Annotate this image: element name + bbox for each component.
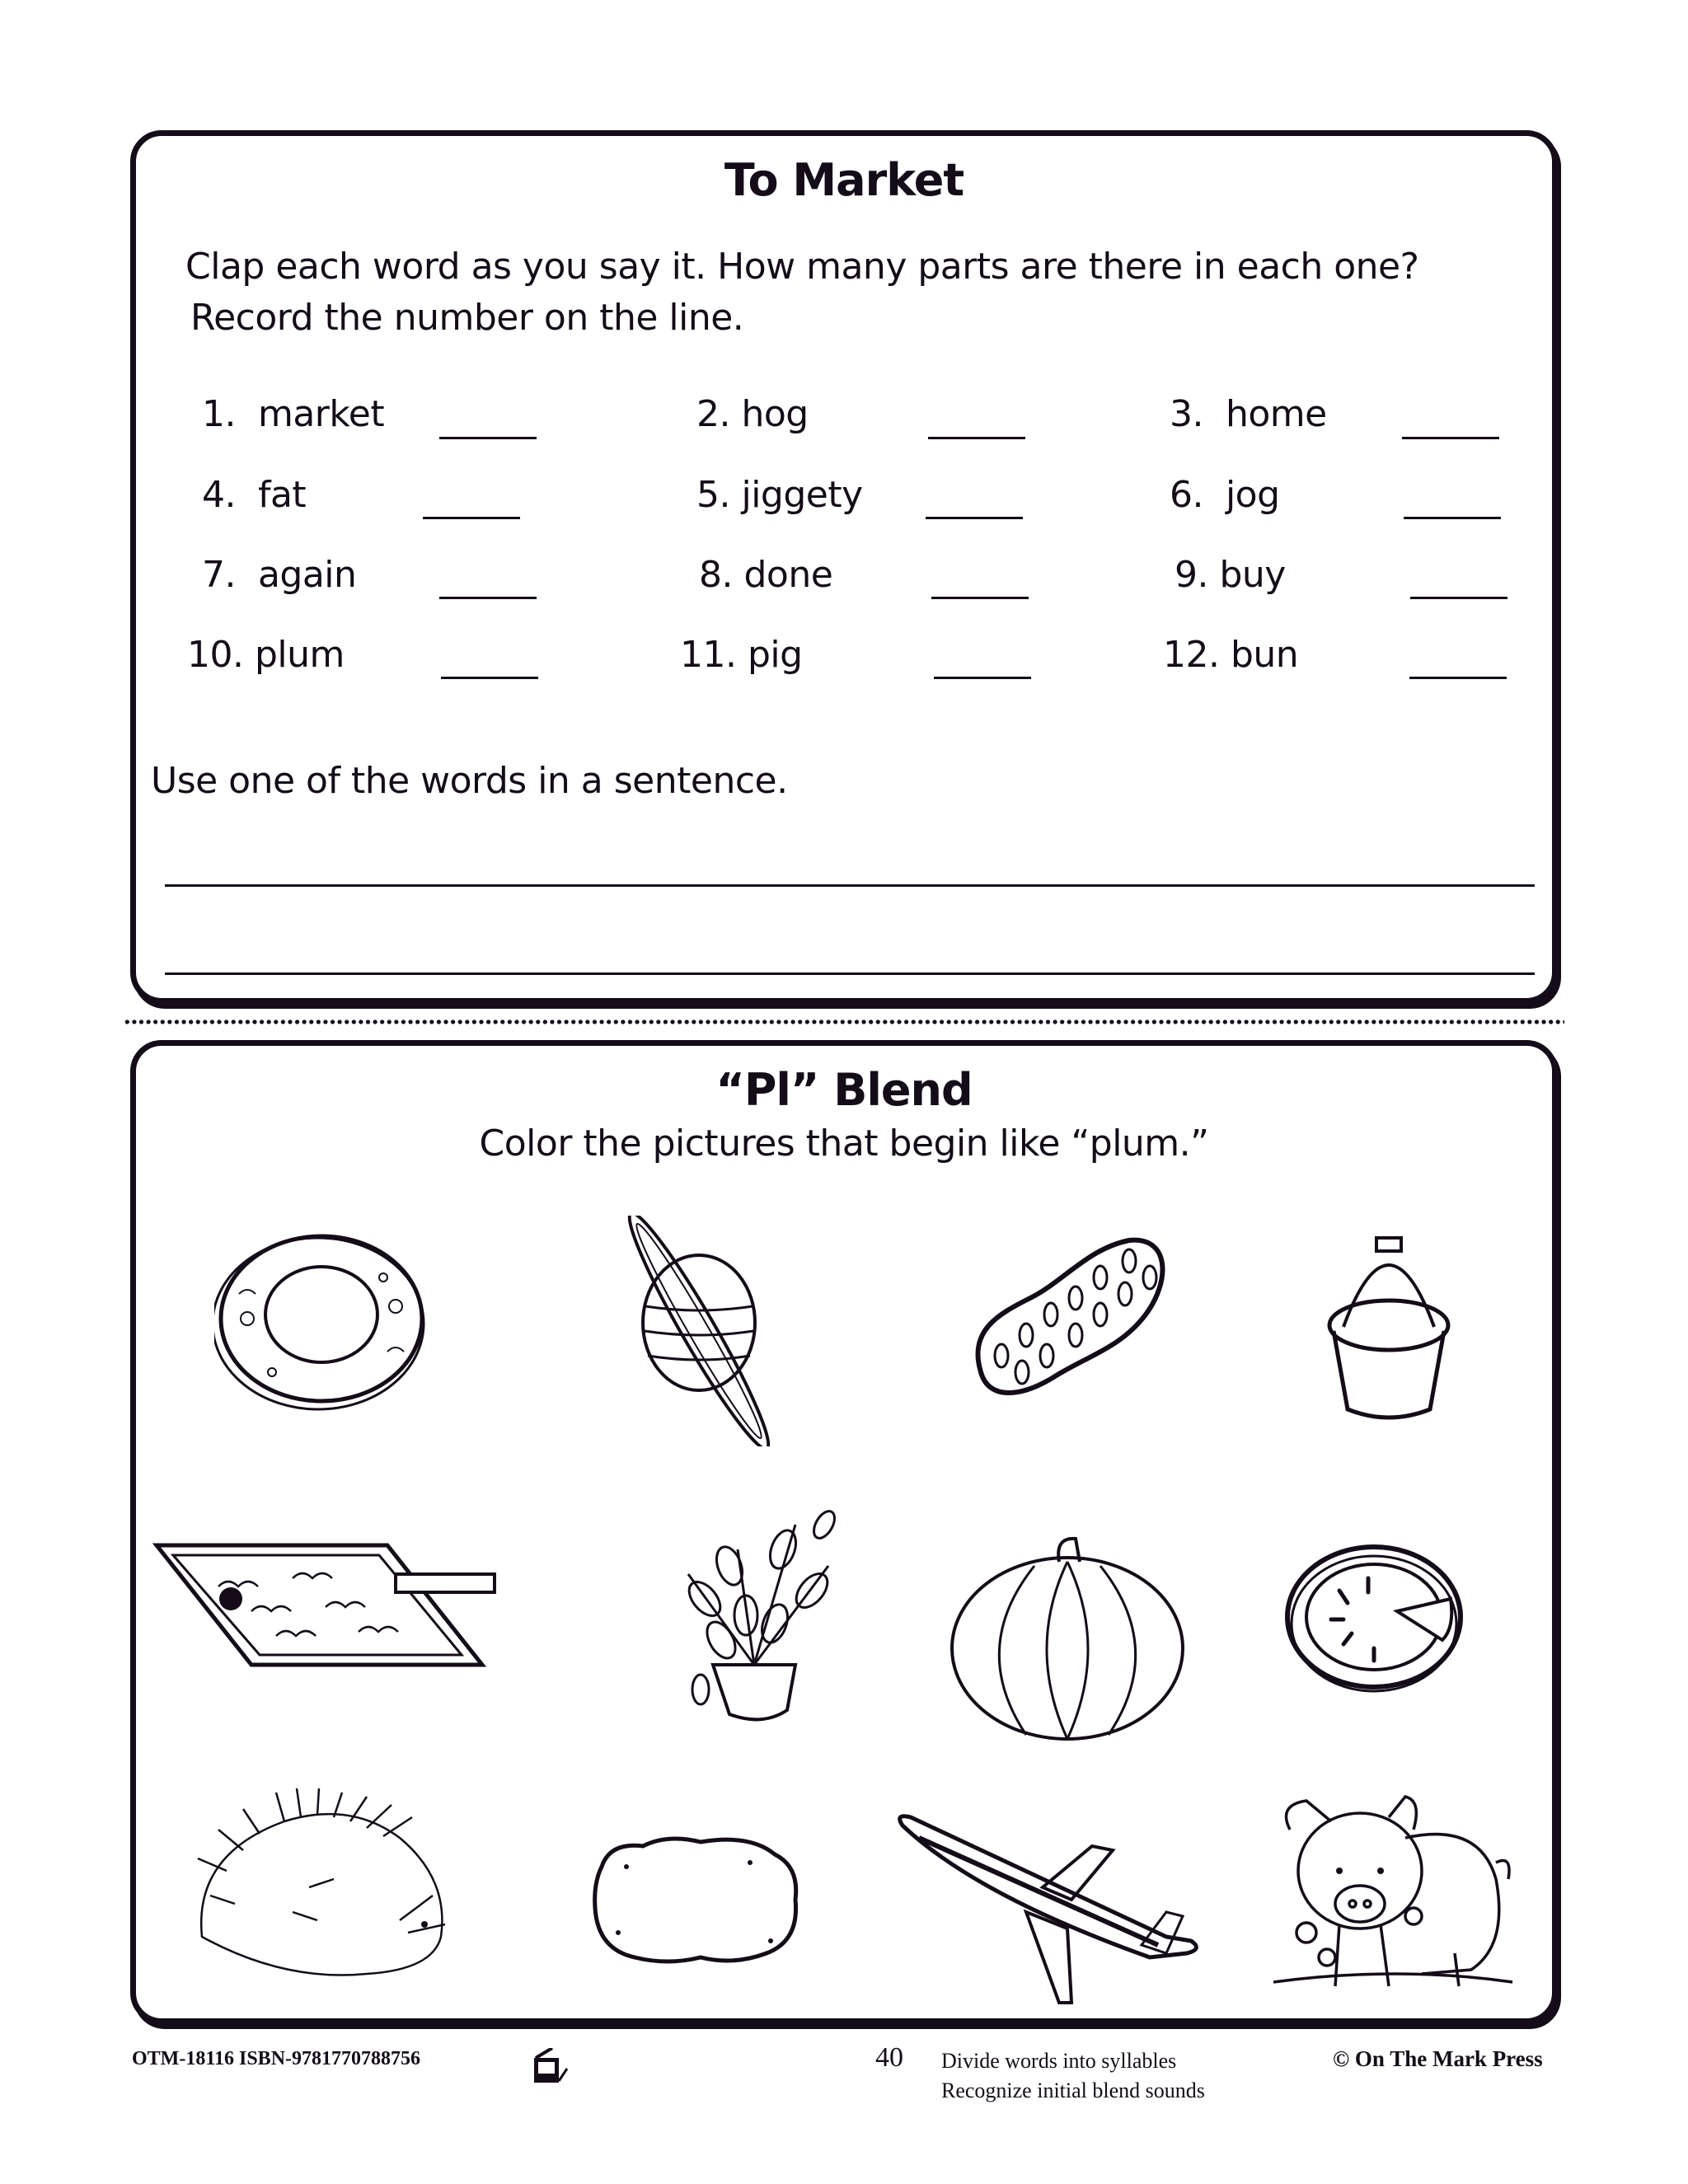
pie-icon[interactable] xyxy=(1282,1541,1471,1698)
reproducible-page-icon xyxy=(534,2048,575,2083)
plate-icon[interactable] xyxy=(214,1228,437,1418)
porcupine-icon[interactable] xyxy=(185,1788,457,1986)
word-item-9: 9. buy xyxy=(1175,554,1286,596)
instructions-line-2: Record the number on the line. xyxy=(190,297,744,339)
answer-blank-4[interactable] xyxy=(423,517,520,519)
answer-blank-8[interactable] xyxy=(931,597,1029,599)
to-market-section xyxy=(130,130,1558,1004)
answer-blank-2[interactable] xyxy=(928,437,1025,439)
airplane-icon[interactable] xyxy=(894,1813,1207,2011)
word-item-12: 12. bun xyxy=(1163,634,1299,676)
dotted-divider xyxy=(124,1019,1564,1025)
word-item-11: 11. pig xyxy=(680,634,803,676)
writing-line-1[interactable] xyxy=(165,884,1535,887)
sentence-prompt: Use one of the words in a sentence. xyxy=(151,760,788,802)
answer-blank-9[interactable] xyxy=(1410,597,1507,599)
answer-blank-1[interactable] xyxy=(439,437,537,439)
word-item-10: 10. plum xyxy=(187,634,345,676)
pig-icon[interactable] xyxy=(1273,1788,1521,1994)
skill-line-1: Divide words into syllables xyxy=(941,2049,1177,2073)
word-item-8: 8. done xyxy=(699,554,833,596)
answer-blank-11[interactable] xyxy=(934,677,1031,679)
word-item-1: 1. market xyxy=(202,393,385,435)
product-code: OTM-18116 ISBN-9781770788756 xyxy=(132,2048,421,2069)
answer-blank-5[interactable] xyxy=(926,517,1023,519)
answer-blank-12[interactable] xyxy=(1409,677,1507,679)
word-item-2: 2. hog xyxy=(696,393,809,435)
section-instructions: Color the pictures that begin like “plum.” xyxy=(479,1122,1209,1165)
word-item-7: 7. again xyxy=(202,554,357,596)
pail-icon[interactable] xyxy=(1319,1228,1459,1426)
skill-line-2: Recognize initial blend sounds xyxy=(941,2079,1205,2102)
word-item-3: 3. home xyxy=(1170,393,1327,435)
answer-blank-6[interactable] xyxy=(1404,517,1501,519)
planet-icon[interactable] xyxy=(584,1216,814,1446)
writing-line-2[interactable] xyxy=(165,972,1535,975)
potato-icon[interactable] xyxy=(585,1834,808,1966)
plant-icon[interactable] xyxy=(639,1500,861,1739)
section-title: “Pl” Blend xyxy=(715,1064,973,1116)
page-number: 40 xyxy=(875,2042,903,2073)
answer-blank-10[interactable] xyxy=(441,677,538,679)
word-item-4: 4. fat xyxy=(202,474,307,516)
answer-blank-7[interactable] xyxy=(439,597,537,599)
instructions-line-1: Clap each word as you say it. How many parts are there in each one? xyxy=(185,246,1419,288)
pumpkin-icon[interactable] xyxy=(935,1529,1199,1743)
copyright: © On The Mark Press xyxy=(1333,2046,1543,2071)
pool-icon[interactable] xyxy=(152,1537,515,1677)
answer-blank-3[interactable] xyxy=(1402,437,1499,439)
word-item-5: 5. jiggety xyxy=(696,474,863,516)
peanut-icon[interactable] xyxy=(964,1232,1179,1405)
section-title: To Market xyxy=(724,154,964,206)
word-item-6: 6. jog xyxy=(1170,474,1280,516)
